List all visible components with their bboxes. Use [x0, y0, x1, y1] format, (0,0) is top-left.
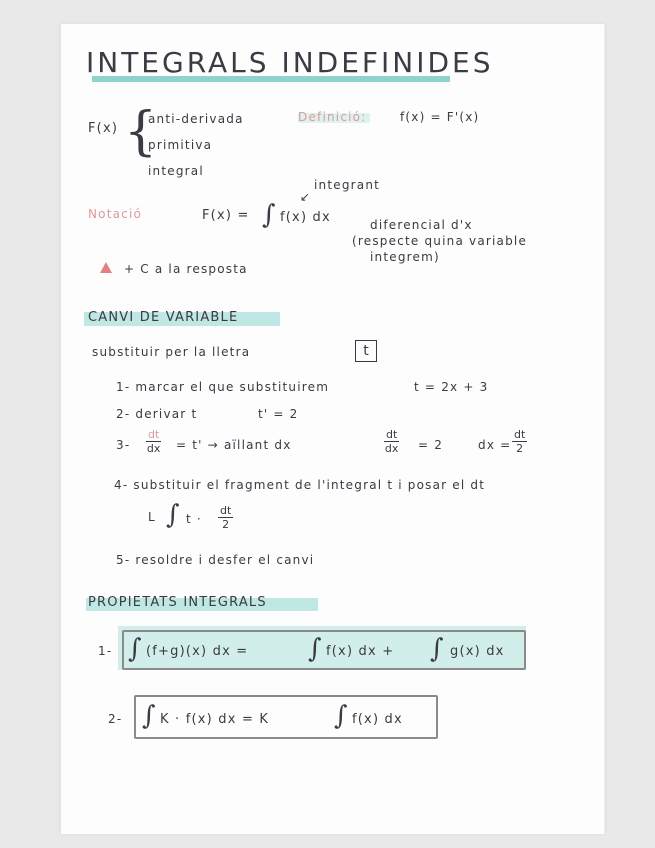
step-5: 5- resoldre i desfer el canvi	[116, 553, 315, 567]
small-l-mark: L	[148, 510, 156, 524]
step-4-expression: t ·	[186, 512, 202, 526]
definition-formula: f(x) = F'(x)	[400, 110, 480, 124]
step-4-fraction: $\frac{dt}{2}$	[220, 504, 232, 531]
integral-icon: ∫	[308, 634, 322, 664]
integral-icon: ∫	[334, 701, 348, 731]
fx-item: primitiva	[148, 138, 213, 152]
fx-label: F(x)	[88, 121, 119, 136]
step-4: 4- substituir el fragment de l'integral t i posar el dt	[114, 478, 486, 492]
warning-triangle-icon	[100, 262, 112, 273]
step-3-fraction-3: $\frac{dt}{2}$	[514, 428, 526, 455]
integral-icon: ∫	[166, 500, 180, 530]
step-3-equation-1: = 2	[418, 438, 444, 452]
step-1-equation: t = 2x + 3	[414, 380, 489, 394]
page-title: INTEGRALS INDEFINIDES	[86, 46, 494, 79]
canvi-heading: CANVI DE VARIABLE	[88, 310, 239, 325]
curly-brace-icon: {	[124, 102, 158, 162]
integral-icon: ∫	[430, 634, 444, 664]
step-3-fraction: $\frac{dt}{dx}$	[146, 428, 161, 455]
prop2-rhs: f(x) dx	[352, 712, 403, 727]
step-3-prefix: 3-	[116, 438, 131, 452]
step-2: 2- derivar t	[116, 407, 198, 421]
canvi-intro: substituir per la lletra	[92, 345, 251, 359]
dx-note-line2: (respecte quina variable	[352, 234, 528, 248]
step-1: 1- marcar el que substituirem	[116, 380, 330, 394]
prop1-mid: f(x) dx +	[326, 644, 395, 659]
prop-heading: PROPIETATS INTEGRALS	[88, 595, 267, 610]
definition-label: Definició:	[298, 110, 367, 124]
notacio-label: Notació	[88, 207, 143, 221]
notacio-lhs: F(x) =	[202, 208, 250, 223]
step-3-fraction-2: $\frac{dt}{dx}$	[384, 428, 399, 455]
prop2-number: 2-	[108, 712, 123, 726]
integral-icon: ∫	[128, 634, 142, 664]
notacio-integrand: f(x) dx	[280, 210, 331, 225]
letter-t-box: t	[355, 340, 377, 362]
prop1-rhs: g(x) dx	[450, 644, 505, 659]
arrow-icon: ↙	[300, 190, 312, 204]
step-2-equation: t' = 2	[258, 407, 299, 421]
integral-icon: ∫	[142, 701, 156, 731]
step-3-middle: = t' → aïllant dx	[176, 438, 292, 452]
dx-note-line3: integrem)	[370, 250, 440, 264]
fx-item: integral	[148, 164, 204, 178]
step-3-equation-2: dx =	[478, 438, 512, 452]
integrant-note: integrant	[314, 178, 381, 192]
fx-item: anti-derivada	[148, 112, 244, 126]
dx-note-line1: diferencial d'x	[370, 218, 473, 232]
prop1-number: 1-	[98, 644, 113, 658]
prop1-lhs: (f+g)(x) dx =	[146, 644, 249, 659]
prop2-lhs: K · f(x) dx = K	[160, 712, 270, 727]
warning-text: + C a la resposta	[124, 262, 248, 276]
integral-icon: ∫	[262, 200, 276, 230]
